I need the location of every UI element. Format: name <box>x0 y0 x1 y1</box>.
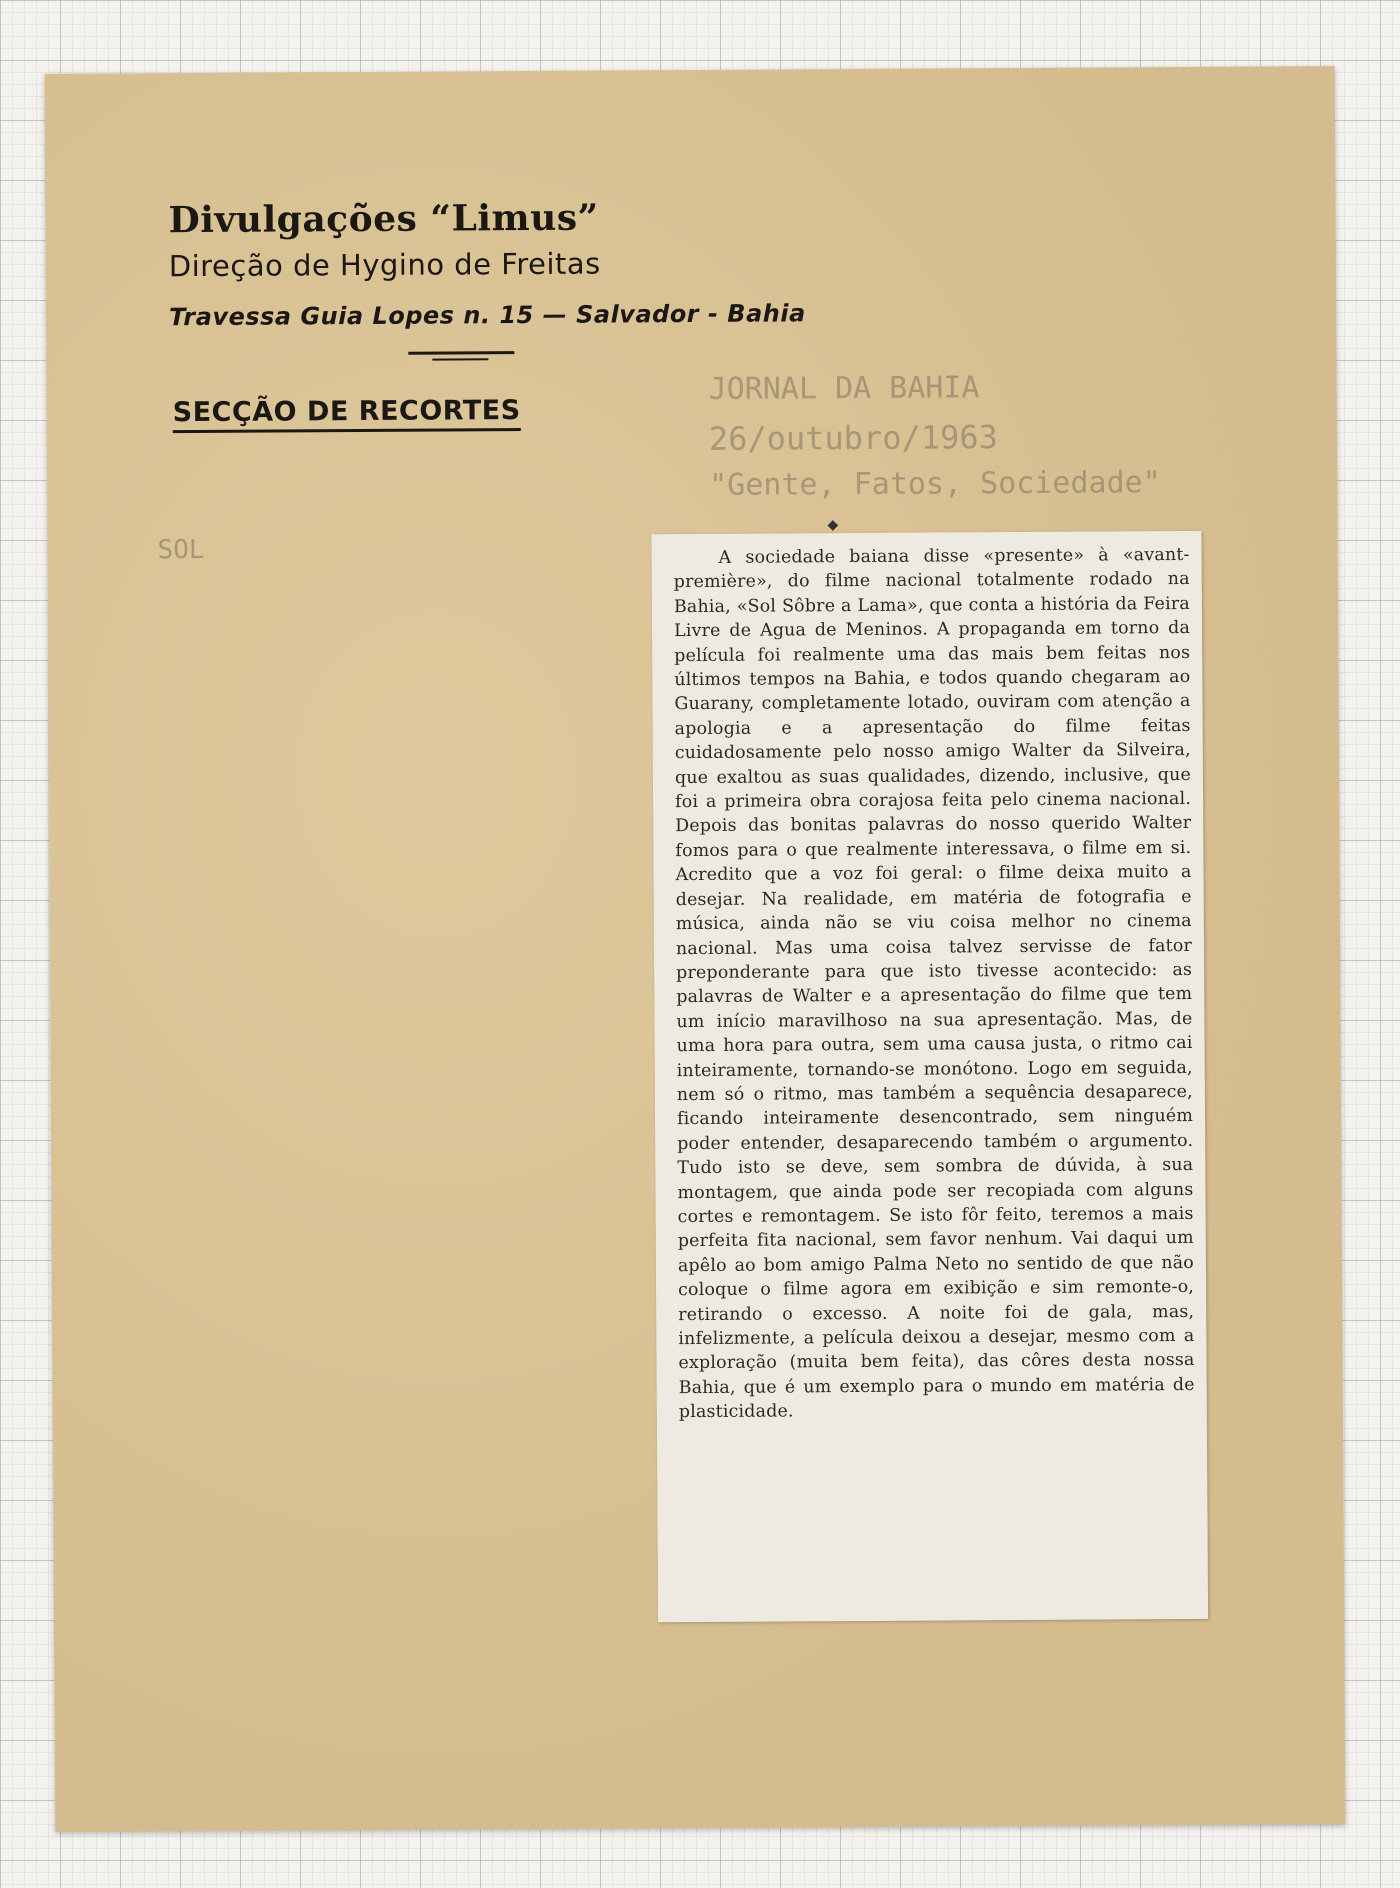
section-title: SECÇÃO DE RECORTES <box>173 395 521 433</box>
newspaper-stamp: JORNAL DA BAHIA <box>708 370 980 407</box>
letterhead-name: Divulgações “Limus” <box>168 196 599 242</box>
clipping-edge-mark: ◆ <box>827 517 839 534</box>
letterhead-divider <box>408 351 514 355</box>
newspaper-clipping <box>651 531 1208 1622</box>
clipping-sheet <box>45 66 1346 1832</box>
article-text: A sociedade baiana disse «presente» à «avant-première», do filme nacional totalmente rodado na Bahia, «Sol Sôbre a Lama», que conta a história da Feira Livre de Agua de Meninos. A propaganda em torno da película foi realmente uma das mais bem feitas nos últimos tempos na Bahia, e todos quando chegaram ao Guarany, completamente lotado, ouviram com atenção a apologia e a apresentação do filme feitas cuidadosamente pelo nosso amigo Walter da Silveira, que exaltou as suas qualidades, dizendo, inclusive, que foi a primeira obra corajosa feita pelo cinema nacional. Depois das bonitas palavras do nosso querido Walter fomos para o que realmente interessava, o filme em si. Acredito que a voz foi geral: o filme deixa muito a desejar. Na realidade, em matéria de fotografia e música, ainda não se viu coisa melhor no cinema nacional. Mas uma coisa talvez servisse de fator preponderante para que isto tivesse acontecido: as palavras de Walter e a apresentação do filme que tem um início maravilhoso na sua apresentação. Mas, de uma hora para outra, sem uma causa justa, o ritmo cai inteiramente, tornando-se monótono. Logo em seguida, nem só o ritmo, mas também a sequência desaparece, ficando inteiramente desencontrado, sem ninguém poder entender, desaparecendo também o argumento. Tudo isto se deve, sem sombra de dúvida, à sua montagem, que ainda pode ser recopiada com alguns cortes e remontagem. Se isto fôr feito, teremos a mais perfeita fita nacional, sem favor nenhum. Vai daqui um apêlo ao bom amigo Palma Neto no sentido de que não coloque o filme agora em exibição e sim remonte-o, retirando o excesso. A noite foi de gala, mas, infelizmente, a película deixou a desejar, mesmo com a exploração (muita bem feita), das côres desta nossa Bahia, que é um exemplo para o mundo em matéria de plasticidade. <box>673 544 1195 1423</box>
date-stamp: 26/outubro/1963 <box>708 418 998 458</box>
topic-stamp: SOL <box>157 534 205 566</box>
letterhead-director: Direção de Hygino de Freitas <box>168 246 601 284</box>
letterhead-address: Travessa Guia Lopes n. 15 — Salvador - Bahia <box>169 299 806 332</box>
column-stamp: "Gente, Fatos, Sociedade" <box>709 465 1161 503</box>
letterhead-divider-short <box>432 358 488 360</box>
